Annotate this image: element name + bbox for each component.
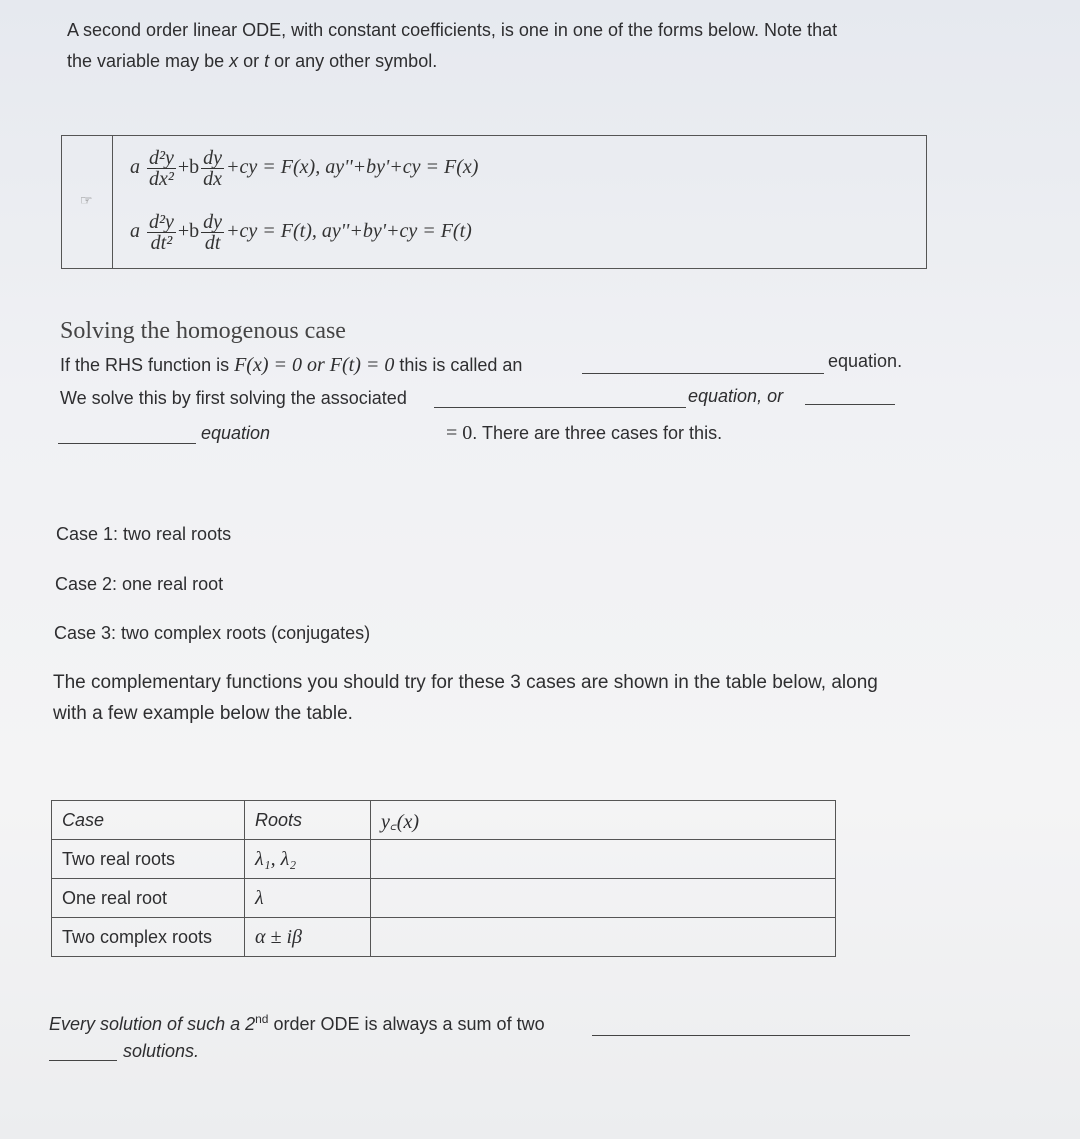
footer-superscript: nd: [255, 1012, 269, 1026]
homog-line-3-post: . There are three cases for this.: [472, 423, 723, 443]
frac-denominator: dt²: [150, 232, 173, 254]
intro-var-t: t: [264, 51, 270, 71]
coef-a: a: [130, 220, 140, 243]
blank-associated-equation[interactable]: [434, 407, 686, 408]
footer-line-1-pre: Every solution of such a 2: [49, 1014, 256, 1034]
table-header-row: [52, 801, 836, 840]
section-heading: Solving the homogenous case: [60, 318, 346, 344]
homog-line-1-end: equation.: [828, 351, 903, 371]
eq-rest: +cy = F(t), ay''+by'+cy = F(t): [226, 220, 472, 243]
intro-var-x: x: [229, 51, 239, 71]
header-case: Case: [52, 801, 245, 840]
blank-equation-alt[interactable]: [805, 404, 895, 405]
coef-a: a: [130, 156, 140, 179]
cell-roots: λ: [245, 879, 371, 918]
coef-b: +b: [177, 156, 200, 179]
footer-line-1: [49, 1012, 545, 1035]
fraction-d2y-dx2: [147, 148, 176, 189]
cell-case: Two complex roots: [52, 918, 245, 957]
cell-roots: λ₁, λ₂: [245, 840, 371, 879]
case-2: Case 2: one real root: [55, 574, 224, 594]
cell-case: One real root: [52, 879, 245, 918]
frac-numerator: d²y: [149, 211, 174, 233]
cell-yc[interactable]: [371, 840, 836, 879]
cell-yc[interactable]: [371, 918, 836, 957]
ode-form-t: [130, 212, 472, 253]
homog-line-1-post: this is called an: [394, 355, 523, 375]
header-yc: y꜀(x): [371, 801, 836, 840]
cell-roots: α ± iβ: [245, 918, 371, 957]
intro-line-2: [67, 51, 437, 72]
footer-line-1-post: order ODE is always a sum of two: [268, 1014, 545, 1034]
fraction-dy-dx: [201, 148, 224, 189]
frac-denominator: dx: [203, 168, 223, 190]
homog-line-1-math: F(x) = 0 or F(t) = 0: [234, 354, 395, 376]
fraction-d2y-dt2: [147, 212, 176, 253]
homog-line-2-mid: equation, or: [688, 386, 784, 406]
table-row: [52, 840, 836, 879]
complementary-line-2: with a few example below the table.: [53, 703, 353, 724]
forms-divider: [112, 136, 113, 268]
intro-or: or: [238, 51, 265, 71]
frac-numerator: dy: [203, 211, 223, 233]
pointing-hand-icon: ☞: [80, 192, 93, 208]
frac-numerator: dy: [203, 147, 223, 169]
frac-denominator: dx²: [149, 168, 174, 190]
cell-case: Two real roots: [52, 840, 245, 879]
ode-form-x: [130, 148, 478, 189]
frac-numerator: d²y: [149, 147, 174, 169]
blank-equation-name[interactable]: [58, 443, 196, 444]
case-1: Case 1: two real roots: [56, 524, 232, 544]
complementary-line-1: The complementary functions you should try for these 3 cases are shown in the table below, along: [53, 672, 878, 693]
intro-line-1: A second order linear ODE, with constant coefficients, is one in one of the forms below. Note that: [67, 20, 838, 40]
homog-line-2-pre: We solve this by first solving the associated: [60, 388, 407, 408]
homog-line-3-end: [446, 422, 722, 445]
frac-denominator: dt: [204, 232, 221, 254]
case-3: Case 3: two complex roots (conjugates): [54, 623, 371, 643]
homog-line-1-pre: If the RHS function is: [60, 355, 235, 375]
blank-equation-type[interactable]: [582, 373, 824, 374]
ode-forms-box: [61, 135, 927, 269]
intro-line-2-post: or any other symbol.: [269, 51, 438, 71]
table-row: [52, 918, 836, 957]
homog-line-3-math: = 0: [446, 422, 473, 444]
blank-solution-type-2[interactable]: [49, 1060, 117, 1061]
homog-line-3-mid: equation: [201, 423, 271, 443]
header-roots: Roots: [245, 801, 371, 840]
coef-b: +b: [177, 220, 200, 243]
complementary-functions-table: [51, 800, 836, 957]
intro-line-2-pre: the variable may be: [67, 51, 230, 71]
footer-line-2: solutions.: [123, 1041, 200, 1061]
table-row: [52, 879, 836, 918]
blank-solution-type[interactable]: [592, 1035, 910, 1036]
homog-line-1: [60, 354, 522, 377]
fraction-dy-dt: [201, 212, 224, 253]
cell-yc[interactable]: [371, 879, 836, 918]
eq-rest: +cy = F(x), ay''+by'+cy = F(x): [226, 156, 479, 179]
